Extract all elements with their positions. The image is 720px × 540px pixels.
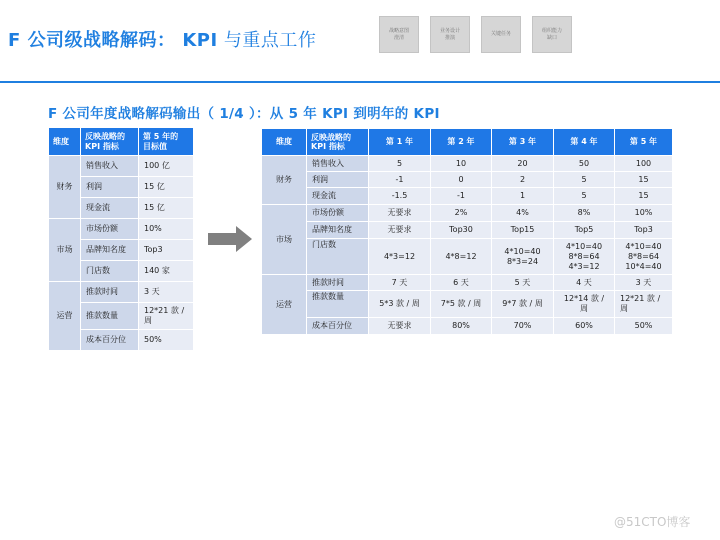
header-kpi: 反映战略的 KPI 指标	[307, 129, 369, 156]
right-arrow-icon	[208, 226, 252, 252]
value-cell: 3 天	[615, 275, 673, 291]
value-cell: 8%	[554, 205, 615, 222]
table-row	[262, 291, 673, 318]
value-cell: 12*14 款 / 周	[554, 291, 615, 318]
table-row	[262, 275, 673, 291]
table-row	[49, 282, 194, 303]
page-title-rest: 与重点工作	[217, 30, 317, 51]
page-title	[8, 26, 316, 52]
value-cell: 100 亿	[139, 156, 194, 177]
value-cell: Top15	[492, 222, 554, 239]
value-cell: 50	[554, 156, 615, 172]
table-row	[262, 172, 673, 188]
value-cell: 50%	[615, 318, 673, 335]
value-cell: 50%	[139, 330, 194, 351]
kpi-cell: 市场份额	[81, 219, 139, 240]
table-row	[49, 219, 194, 240]
kpi-cell: 现金流	[307, 188, 369, 205]
value-cell: 3 天	[139, 282, 194, 303]
nav-tab-strategy-intent[interactable]: 战略意图 澄清	[379, 16, 419, 53]
value-cell: Top30	[431, 222, 492, 239]
table-row	[49, 156, 194, 177]
value-cell: 无要求	[369, 205, 431, 222]
value-cell: 12*21 款 / 周	[139, 303, 194, 330]
table-row	[262, 222, 673, 239]
kpi-cell: 品牌知名度	[81, 240, 139, 261]
dimension-cell-finance: 财务	[262, 156, 307, 205]
kpi-cell: 成本百分位	[81, 330, 139, 351]
value-cell: 无要求	[369, 222, 431, 239]
dimension-cell-operations: 运营	[262, 275, 307, 335]
value-cell: 10%	[615, 205, 673, 222]
value-cell: 4*10=40 8*8=64 10*4=40	[615, 239, 673, 275]
value-cell: Top5	[554, 222, 615, 239]
value-cell: 15	[615, 188, 673, 205]
header-year5-target: 第 5 年的 目标值	[139, 128, 194, 156]
value-cell: 140 家	[139, 261, 194, 282]
value-cell: 4*10=40 8*3=24	[492, 239, 554, 275]
kpi-cell: 销售收入	[307, 156, 369, 172]
kpi-cell: 推款数量	[307, 291, 369, 318]
watermark: @51CTO博客	[614, 515, 691, 529]
header-divider	[0, 81, 720, 83]
value-cell: 10	[431, 156, 492, 172]
header-year-5: 第 5 年	[615, 129, 673, 156]
section-subtitle: F 公司年度战略解码输出（ 1/4 ）：从 5 年 KPI 到明年的 KPI	[48, 106, 440, 122]
dimension-cell-market: 市场	[262, 205, 307, 275]
table-row	[262, 188, 673, 205]
kpi-cell: 现金流	[81, 198, 139, 219]
table-header-row	[49, 128, 194, 156]
kpi-cell: 推款数量	[81, 303, 139, 330]
kpi-cell: 推款时间	[307, 275, 369, 291]
value-cell: 20	[492, 156, 554, 172]
value-cell: Top3	[139, 240, 194, 261]
kpi-cell: 推款时间	[81, 282, 139, 303]
header-year-2: 第 2 年	[431, 129, 492, 156]
table-row	[262, 318, 673, 335]
process-nav-tabs	[379, 16, 572, 53]
value-cell: 15 亿	[139, 198, 194, 219]
value-cell: 7*5 款 / 周	[431, 291, 492, 318]
header-dimension: 维度	[49, 128, 81, 156]
yearly-kpi-breakdown-table	[261, 128, 673, 335]
header-kpi: 反映战略的 KPI 指标	[81, 128, 139, 156]
dimension-cell-market: 市场	[49, 219, 81, 282]
table-row	[262, 156, 673, 172]
kpi-cell: 销售收入	[81, 156, 139, 177]
value-cell: 5	[369, 156, 431, 172]
value-cell: 4*8=12	[431, 239, 492, 275]
value-cell: 10%	[139, 219, 194, 240]
value-cell: 2%	[431, 205, 492, 222]
value-cell: 5	[554, 188, 615, 205]
value-cell: 无要求	[369, 318, 431, 335]
value-cell: 1	[492, 188, 554, 205]
nav-tab-org-capability[interactable]: 组织能力 缺口	[532, 16, 572, 53]
value-cell: 4*3=12	[369, 239, 431, 275]
value-cell: -1.5	[369, 188, 431, 205]
kpi-cell: 市场份额	[307, 205, 369, 222]
header-year-1: 第 1 年	[369, 129, 431, 156]
nav-tab-key-tasks[interactable]: 关键任务	[481, 16, 521, 53]
kpi-cell: 成本百分位	[307, 318, 369, 335]
page-title-kpi: KPI	[175, 30, 218, 51]
value-cell: 80%	[431, 318, 492, 335]
table-row	[262, 205, 673, 222]
header-year-4: 第 4 年	[554, 129, 615, 156]
value-cell: -1	[369, 172, 431, 188]
table-header-row	[262, 129, 673, 156]
page-title-main: F 公司级战略解码：	[8, 30, 176, 51]
value-cell: 5*3 款 / 周	[369, 291, 431, 318]
value-cell: 0	[431, 172, 492, 188]
five-year-target-table	[48, 127, 194, 351]
dimension-cell-finance: 财务	[49, 156, 81, 219]
value-cell: 60%	[554, 318, 615, 335]
value-cell: -1	[431, 188, 492, 205]
value-cell: 5 天	[492, 275, 554, 291]
value-cell: Top3	[615, 222, 673, 239]
header-year-3: 第 3 年	[492, 129, 554, 156]
value-cell: 9*7 款 / 周	[492, 291, 554, 318]
value-cell: 2	[492, 172, 554, 188]
value-cell: 4%	[492, 205, 554, 222]
nav-tab-business-design[interactable]: 业务设计 推演	[430, 16, 470, 53]
kpi-cell: 门店数	[307, 239, 369, 275]
kpi-cell: 品牌知名度	[307, 222, 369, 239]
kpi-cell: 利润	[307, 172, 369, 188]
table-row	[262, 239, 673, 275]
value-cell: 15 亿	[139, 177, 194, 198]
value-cell: 7 天	[369, 275, 431, 291]
value-cell: 70%	[492, 318, 554, 335]
kpi-cell: 门店数	[81, 261, 139, 282]
value-cell: 4 天	[554, 275, 615, 291]
kpi-cell: 利润	[81, 177, 139, 198]
value-cell: 4*10=40 8*8=64 4*3=12	[554, 239, 615, 275]
header-dimension: 维度	[262, 129, 307, 156]
dimension-cell-operations: 运营	[49, 282, 81, 351]
value-cell: 15	[615, 172, 673, 188]
value-cell: 5	[554, 172, 615, 188]
value-cell: 12*21 款 / 周	[615, 291, 673, 318]
value-cell: 6 天	[431, 275, 492, 291]
value-cell: 100	[615, 156, 673, 172]
